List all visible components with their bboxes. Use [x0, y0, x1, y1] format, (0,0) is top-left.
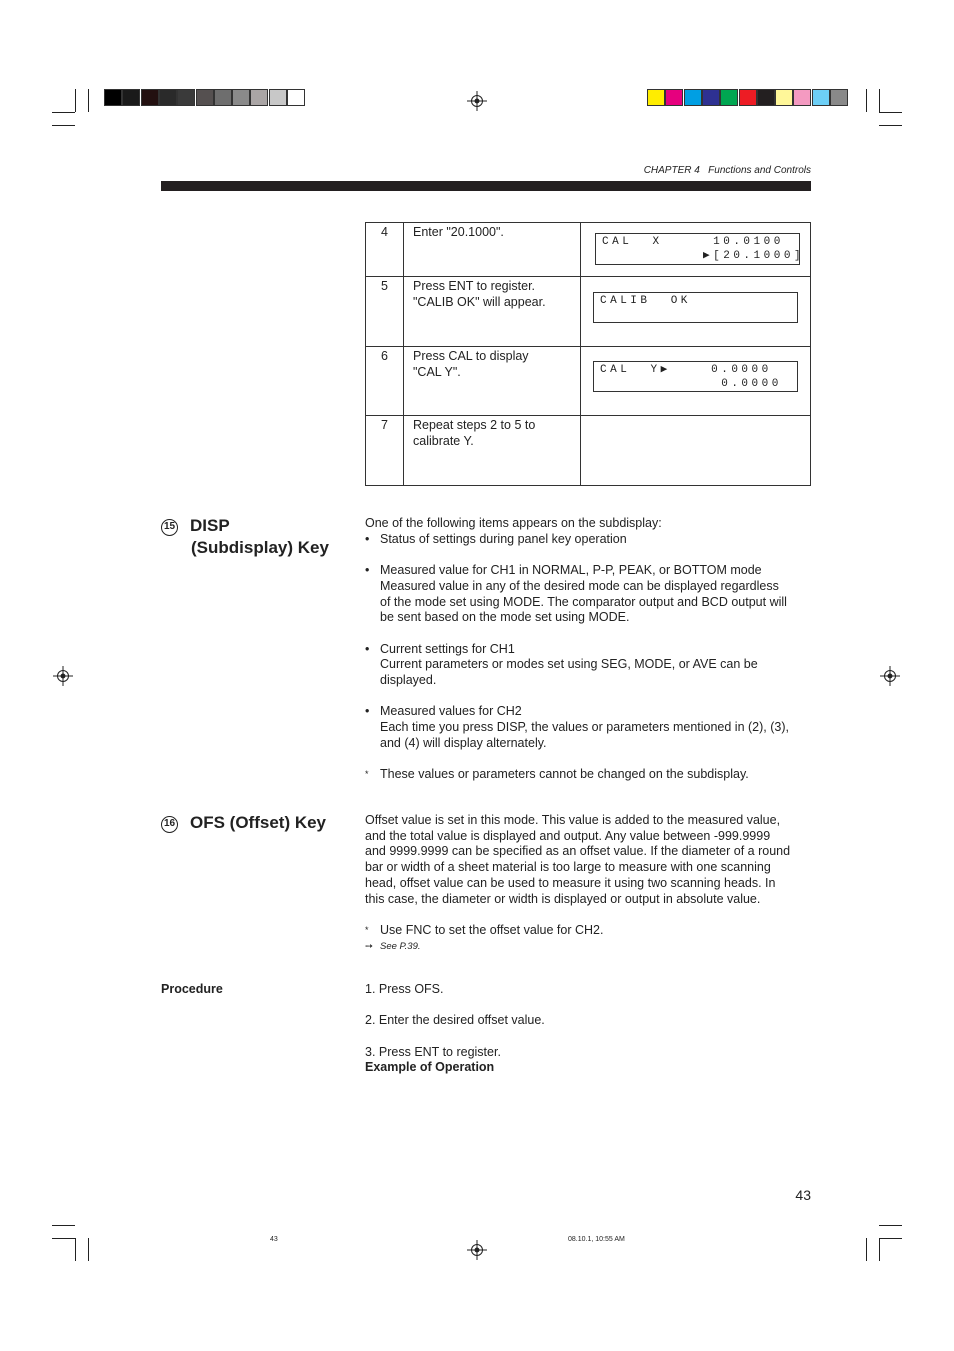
color-swatch: [250, 89, 268, 106]
disp-key-body: One of the following items appears on the subdisplay: • Status of settings during panel key operation • Measured value for CH1 in NORMAL, P-P, PEAK, or BOTTOM mode Measured value in any of the desired mode can be displayed regardless of the mode set using MODE. The comparator output and BCD output will be sent based on the mode set using MODE. • Current settings for CH1 Current parameters or modes set using SEG, MODE, or AVE can be displayed. • Measured values for CH2 Each time you press DISP, the values or parameters mentioned in (2), (3), and (4) will display alternately. * These values or parameters cannot be changed on the subdisplay.: [365, 516, 789, 782]
step-description: Press CAL to display "CAL Y".: [404, 347, 581, 416]
circled-number: 16: [161, 816, 178, 833]
procedure-steps: 1. Press OFS. 2. Enter the desired offset value. 3. Press ENT to register. Example of Operation: [365, 982, 813, 1076]
crop-mark: [75, 89, 76, 112]
crop-mark: [866, 1238, 867, 1261]
color-swatch: [757, 89, 775, 106]
crop-mark: [52, 112, 75, 113]
registration-mark-icon: [880, 666, 900, 686]
crop-mark: [52, 1238, 75, 1239]
registration-mark-icon: [467, 1240, 487, 1260]
color-swatch: [720, 89, 738, 106]
color-swatch: [684, 89, 702, 106]
example-heading: Example of Operation: [365, 1060, 495, 1075]
table-row: [366, 223, 811, 277]
ofs-key-heading: 16 OFS (Offset) Key: [161, 812, 326, 834]
color-swatch: [196, 89, 214, 106]
step-description: Enter "20.1000".: [404, 223, 581, 277]
footer-page: 43: [270, 1236, 278, 1243]
crop-mark: [879, 125, 902, 126]
calibration-steps-table: [365, 222, 811, 486]
chapter-label: CHAPTER 4: [643, 165, 700, 176]
crop-mark: [52, 125, 75, 126]
header-rule: [161, 181, 811, 191]
section-label: Functions and Controls: [708, 165, 811, 176]
crop-mark: [88, 89, 89, 112]
crop-mark: [879, 1238, 880, 1261]
lcd-display: CAL Y▶ 0.0000 0.0000: [593, 361, 798, 392]
registration-mark-icon: [467, 91, 487, 111]
table-row: [366, 416, 811, 486]
color-swatch: [812, 89, 830, 106]
lcd-display: CALIB OK: [593, 292, 798, 323]
circled-number: 15: [161, 519, 178, 536]
crop-mark: [879, 1225, 902, 1226]
crop-mark: [52, 1225, 75, 1226]
running-header: [644, 165, 811, 176]
color-swatch: [665, 89, 683, 106]
lcd-cell: [581, 277, 811, 347]
lcd-cell: [581, 416, 811, 486]
color-swatch: [269, 89, 287, 106]
crop-mark: [75, 1238, 76, 1261]
ofs-key-body: Offset value is set in this mode. This value is added to the measured value, and the total value is displayed and output. Any value between -999.9999 and 9999.9999 can be specified as an offset value. If the diameter of a round bar or width of a sheet material is too large to measure with one scanning head, offset value can be used to measure it using two scanning heads. In this case, the diameter or width is displayed or output in absolute value. * Use FNC to set the offset value for CH2. ➙ See P.39.: [365, 813, 813, 954]
step-number: 4: [366, 223, 404, 277]
procedure-label: Procedure: [161, 982, 223, 996]
lcd-display: CAL X 10.0100 ▶[20.1000]: [595, 233, 800, 265]
color-swatch: [647, 89, 665, 106]
registration-mark-icon: [53, 666, 73, 686]
crop-mark: [88, 1238, 89, 1261]
crop-mark: [879, 112, 902, 113]
color-swatch: [214, 89, 232, 106]
color-swatch: [232, 89, 250, 106]
crop-mark: [879, 1238, 902, 1239]
step-number: 5: [366, 277, 404, 347]
page-number: 43: [795, 1187, 811, 1203]
step-number: 7: [366, 416, 404, 486]
footer-timestamp: 08.10.1, 10:55 AM: [568, 1236, 625, 1243]
color-swatch: [122, 89, 140, 106]
color-swatch: [287, 89, 305, 106]
see-reference: See P.39.: [380, 940, 421, 952]
lcd-cell: [581, 223, 811, 277]
table-row: [366, 347, 811, 416]
color-swatch: [702, 89, 720, 106]
arrow-reference-icon: ➙: [365, 940, 373, 952]
color-swatch: [793, 89, 811, 106]
color-swatch: [159, 89, 177, 106]
color-swatch: [775, 89, 793, 106]
step-description: Repeat steps 2 to 5 to calibrate Y.: [404, 416, 581, 486]
color-swatch: [739, 89, 757, 106]
step-number: 6: [366, 347, 404, 416]
lcd-cell: [581, 347, 811, 416]
table-row: [366, 277, 811, 347]
crop-mark: [866, 89, 867, 112]
color-swatch: [830, 89, 848, 106]
color-swatch: [177, 89, 195, 106]
step-description: Press ENT to register. "CALIB OK" will appear.: [404, 277, 581, 347]
color-swatch: [141, 89, 159, 106]
disp-key-heading: 15 DISP (Subdisplay) Key: [161, 515, 329, 559]
crop-mark: [879, 89, 880, 112]
color-swatch: [104, 89, 122, 106]
